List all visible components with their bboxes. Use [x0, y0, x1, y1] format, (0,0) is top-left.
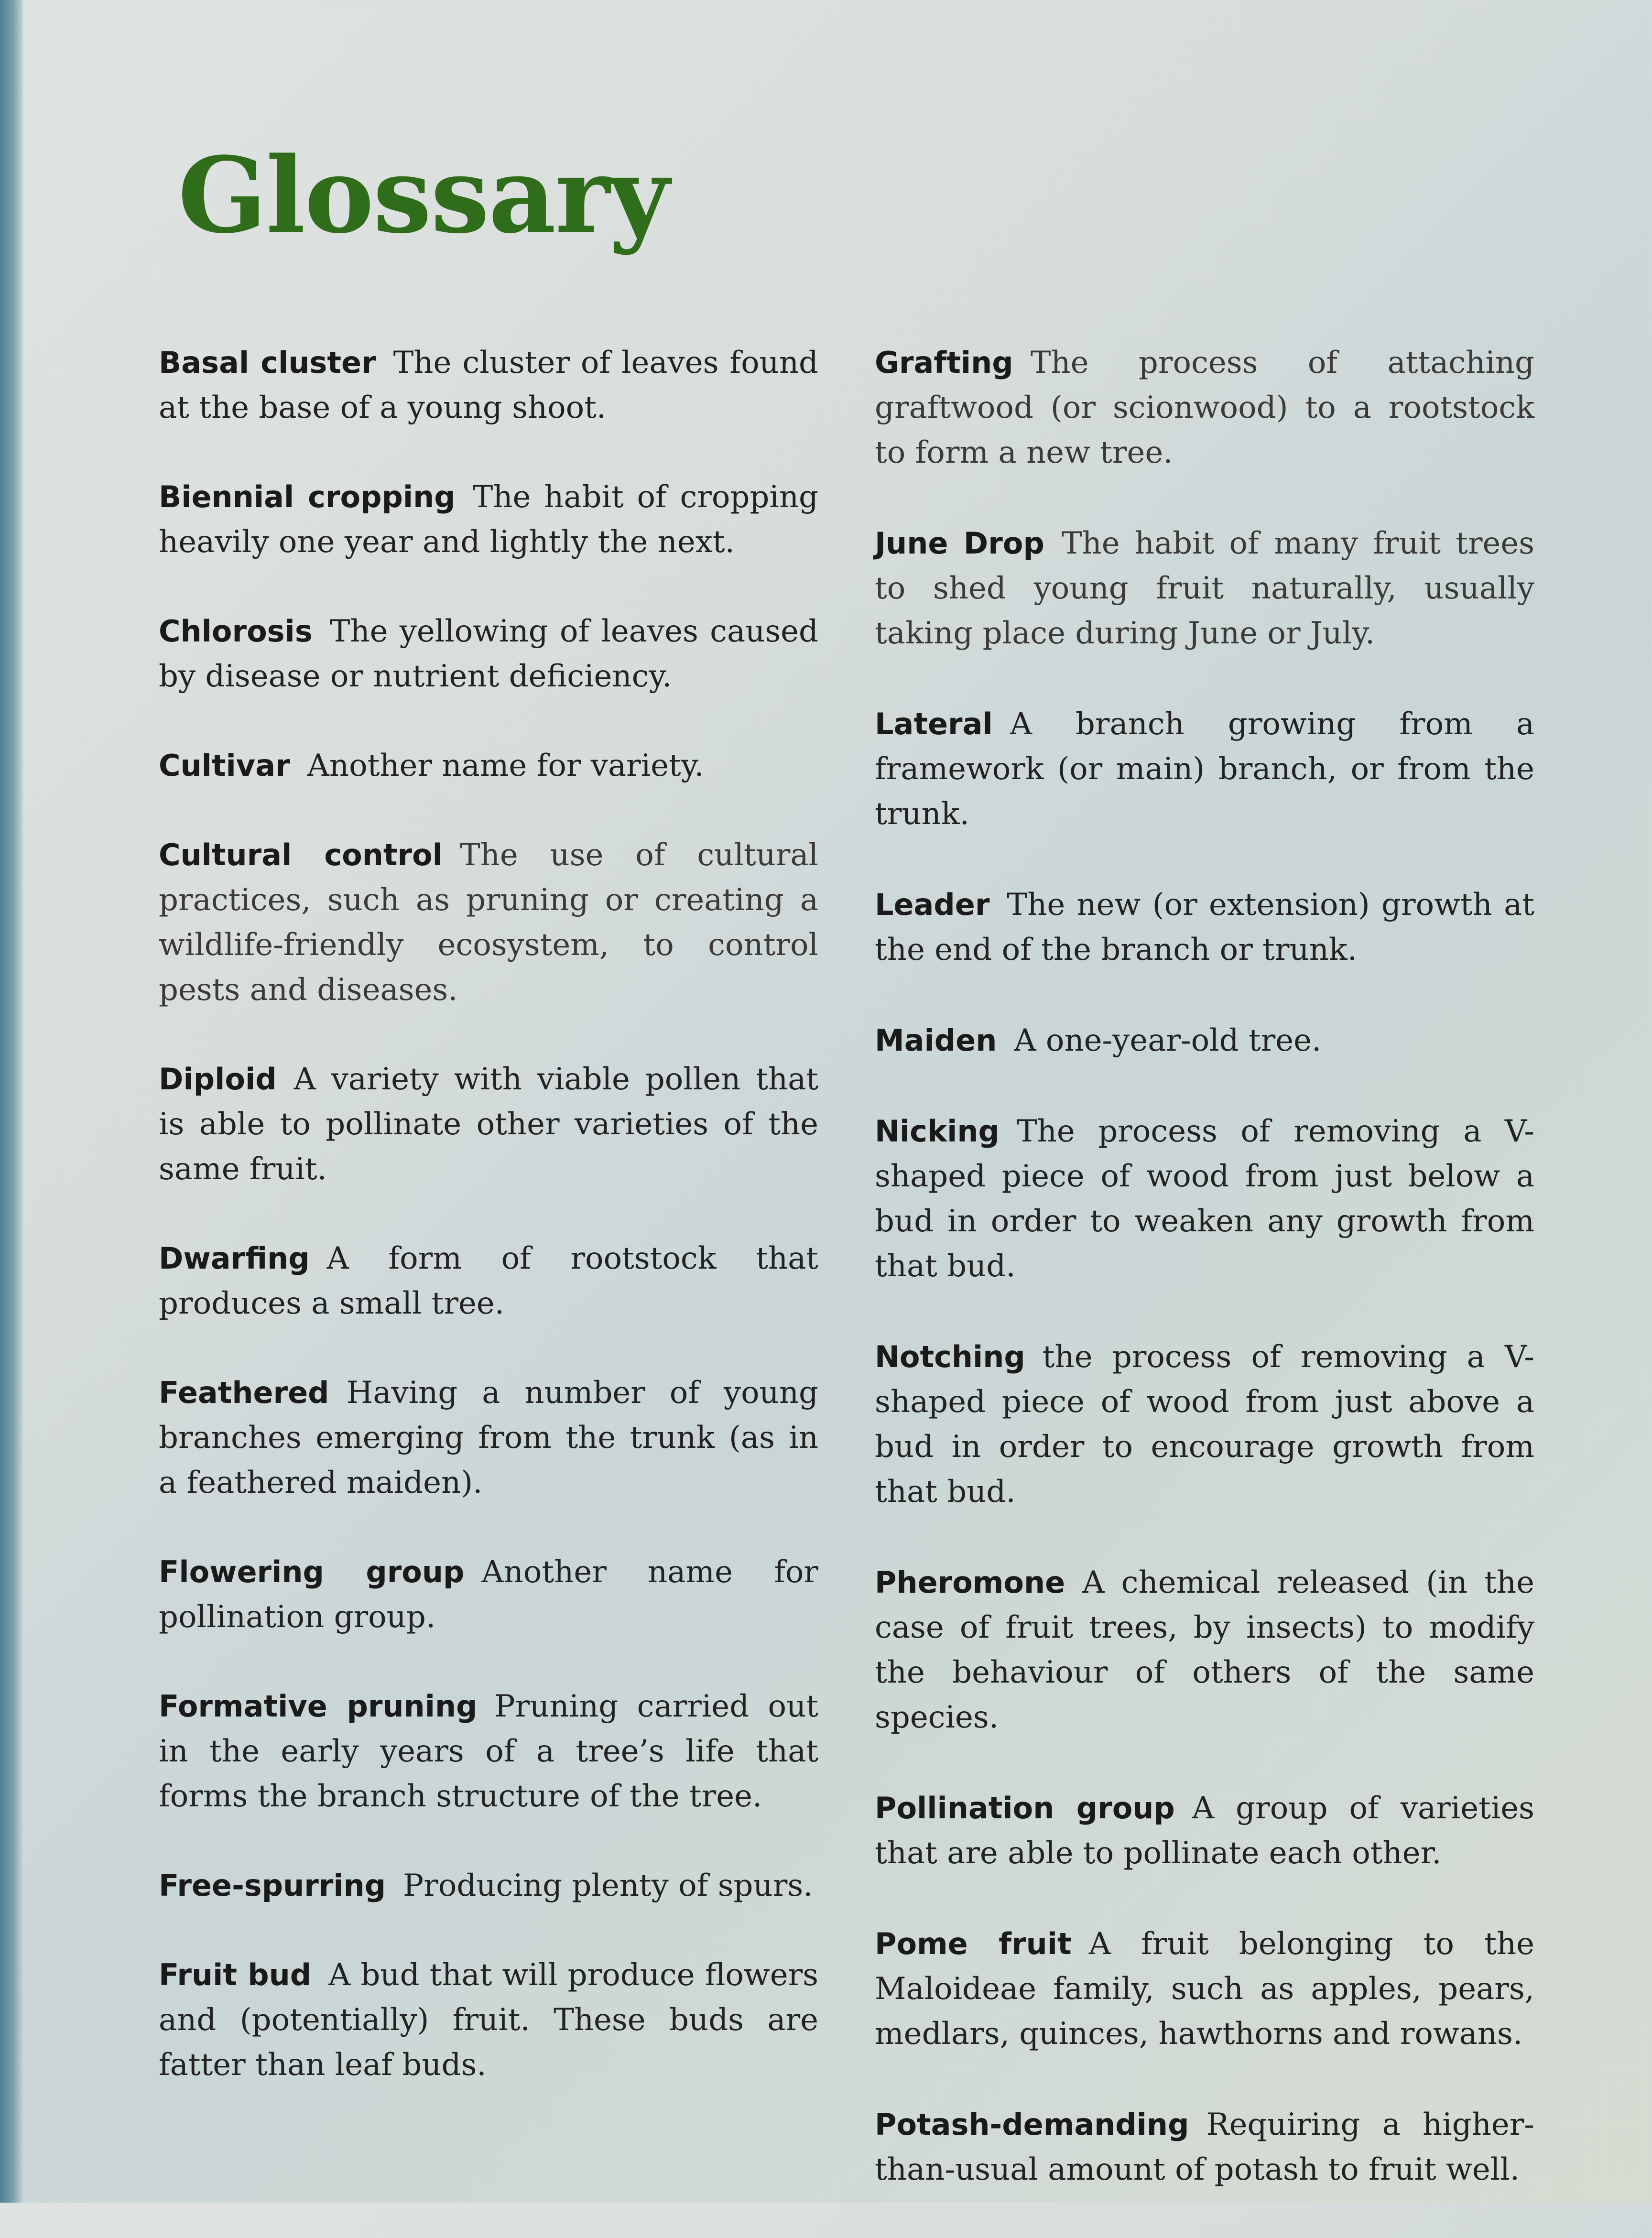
- glossary-definition: Having a number of young branches emerging from the trunk (as in a feathered maiden).: [159, 1375, 818, 1500]
- glossary-column-left: [159, 340, 818, 2132]
- glossary-term: Leader: [875, 887, 990, 922]
- glossary-definition: A fruit belonging to the Maloideae family, such as apples, pears, medlars, quinces, hawthorns and rowans.: [875, 1926, 1535, 2052]
- glossary-entry: [875, 1109, 1534, 1289]
- glossary-term: Diploid: [159, 1062, 277, 1097]
- glossary-term: Pome fruit: [875, 1926, 1072, 1961]
- glossary-definition: A one-year-old tree.: [1014, 1023, 1322, 1058]
- glossary-definition: Another name for variety.: [307, 748, 704, 783]
- glossary-definition: Requiring a higher-than-usual amount of potash to fruit well.: [875, 2107, 1534, 2187]
- glossary-entry: [875, 340, 1534, 475]
- glossary-term: Cultural control: [159, 837, 443, 872]
- glossary-column-right: [875, 340, 1534, 2238]
- glossary-entry: [159, 1370, 818, 1505]
- glossary-entry: [875, 2102, 1534, 2192]
- glossary-term: Fruit bud: [159, 1957, 312, 1992]
- glossary-definition: The new (or extension) growth at the end of the branch or trunk.: [875, 887, 1534, 967]
- glossary-definition: A group of varieties that are able to pollinate each other.: [875, 1791, 1535, 1871]
- glossary-entry: [159, 1953, 818, 2087]
- glossary-entry: [159, 1863, 818, 1908]
- glossary-term: Chlorosis: [159, 614, 313, 649]
- glossary-entry: [875, 882, 1534, 972]
- glossary-term: Feathered: [159, 1375, 329, 1410]
- glossary-term: Biennial cropping: [159, 479, 456, 514]
- page-title: Glossary: [178, 134, 669, 257]
- glossary-entry: [159, 743, 818, 788]
- glossary-definition: Producing plenty of spurs.: [403, 1868, 813, 1903]
- glossary-definition: The cluster of leaves found at the base of a young shoot.: [159, 345, 819, 425]
- glossary-definition: A variety with viable pollen that is able to pollinate other varieties of the same fruit.: [159, 1062, 818, 1187]
- glossary-entry: [875, 1335, 1534, 1514]
- glossary-term: Formative pruning: [159, 1689, 478, 1724]
- glossary-term: Dwarfing: [159, 1241, 310, 1276]
- glossary-definition: A chemical released (in the case of fruit trees, by insects) to modify the behaviour of others of the same species.: [875, 1565, 1534, 1735]
- glossary-term: Grafting: [875, 345, 1013, 380]
- glossary-definition: A bud that will produce flowers and (potentially) fruit. These buds are fatter than leaf buds.: [159, 1957, 819, 2083]
- glossary-term: Lateral: [875, 706, 993, 741]
- glossary-entry: [159, 609, 818, 699]
- book-spine-edge: [0, 0, 23, 2203]
- glossary-definition: The habit of many fruit trees to shed young fruit naturally, usually taking place during June or July.: [875, 526, 1535, 651]
- glossary-term: Pollination group: [875, 1791, 1175, 1825]
- glossary-term: Flowering group: [159, 1554, 465, 1589]
- glossary-entry: [159, 1057, 818, 1192]
- glossary-definition: The yellowing of leaves caused by disease or nutrient deficiency.: [159, 614, 818, 694]
- glossary-definition: the process of removing a V-shaped piece of wood from just above a bud in order to encourage growth from that bud.: [875, 1339, 1534, 1510]
- glossary-definition: The use of cultural practices, such as pruning or creating a wildlife-friendly ecosystem, to control pests and diseases.: [159, 837, 818, 1008]
- glossary-definition: The process of attaching graftwood (or scionwood) to a rootstock to form a new tree.: [875, 345, 1534, 470]
- glossary-definition: A form of rootstock that produces a small tree.: [159, 1241, 818, 1321]
- glossary-entry: [159, 1550, 818, 1640]
- glossary-definition: Another name for pollination group.: [159, 1554, 819, 1635]
- glossary-definition: A branch growing from a framework (or main) branch, or from the trunk.: [875, 706, 1534, 832]
- glossary-entry: [159, 1684, 818, 1819]
- glossary-entry: [875, 1922, 1534, 2056]
- glossary-entry: [875, 1018, 1534, 1063]
- glossary-definition: Pruning carried out in the early years of a tree’s life that forms the branch structure of the tree.: [159, 1689, 818, 1814]
- glossary-entry: [159, 833, 818, 1012]
- glossary-term: June Drop: [875, 526, 1044, 561]
- glossary-entry: [875, 702, 1534, 837]
- glossary-entry: [159, 475, 818, 565]
- glossary-term: Pheromone: [875, 1565, 1065, 1600]
- glossary-entry: [875, 1786, 1534, 1876]
- glossary-entry: [875, 521, 1534, 656]
- glossary-entry: [159, 340, 818, 430]
- glossary-definition: The process of removing a V-shaped piece of wood from just below a bud in order to weaken any growth from that bud.: [875, 1114, 1534, 1284]
- glossary-term: Notching: [875, 1339, 1025, 1374]
- glossary-entry: [875, 1560, 1534, 1740]
- glossary-term: Maiden: [875, 1023, 997, 1058]
- glossary-term: Free-spurring: [159, 1868, 386, 1903]
- glossary-term: Nicking: [875, 1114, 1000, 1149]
- glossary-entry: [159, 1236, 818, 1326]
- glossary-definition: The habit of cropping heavily one year and lightly the next.: [159, 479, 819, 560]
- glossary-term: Potash-demanding: [875, 2107, 1189, 2142]
- glossary-term: Basal cluster: [159, 345, 376, 380]
- glossary-term: Cultivar: [159, 748, 290, 783]
